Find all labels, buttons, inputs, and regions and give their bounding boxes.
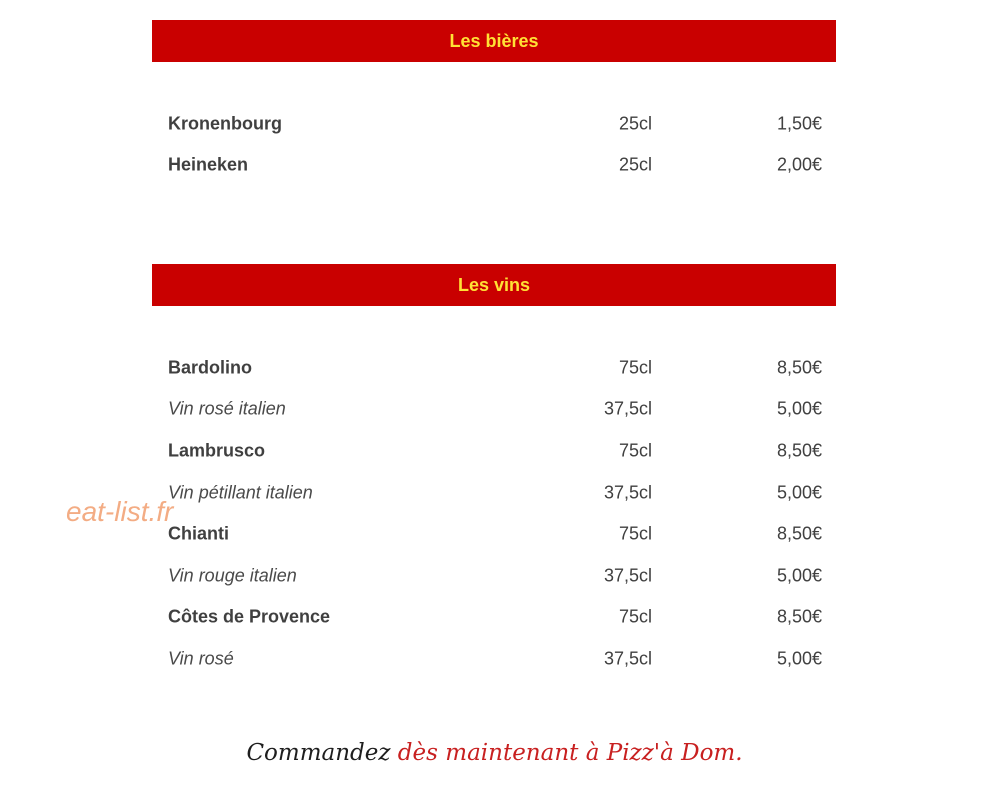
menu-list-wines (152, 347, 836, 680)
menu-item-vin-rose (152, 638, 836, 680)
item-price: 5,00€ (776, 565, 822, 586)
item-name: Vin rouge italien (168, 565, 297, 586)
item-price: 5,00€ (776, 482, 822, 503)
item-price: 2,00€ (776, 154, 822, 175)
item-price: 5,00€ (776, 398, 822, 419)
menu-item-bardolino (152, 347, 836, 389)
section-title-wines: Les vins (457, 274, 531, 295)
item-volume: 37,5cl (603, 482, 652, 503)
item-name: Chianti (168, 523, 229, 544)
item-name: Lambrusco (168, 440, 266, 461)
footer-text-rest: dès maintenant à Pizz'à Dom. (390, 740, 743, 766)
item-price: 5,00€ (776, 648, 822, 669)
watermark: eat-list.fr (66, 496, 174, 527)
item-price: 8,50€ (776, 440, 822, 461)
item-volume: 37,5cl (603, 648, 652, 669)
menu-item-vin-rouge-italien (152, 555, 836, 597)
menu-item-chianti (152, 513, 836, 555)
item-name: Vin rosé italien (168, 398, 286, 419)
footer-order-text (0, 740, 989, 766)
item-volume: 37,5cl (603, 398, 652, 419)
item-volume: 25cl (618, 113, 652, 134)
item-name: Heineken (168, 154, 249, 175)
item-volume: 75cl (618, 440, 652, 461)
item-volume: 75cl (618, 606, 652, 627)
menu-item-kronenbourg (152, 103, 836, 145)
item-name: Vin rosé (168, 648, 234, 669)
section-header-wines (152, 264, 836, 306)
menu-item-lambrusco (152, 430, 836, 472)
item-price: 8,50€ (776, 606, 822, 627)
item-price: 1,50€ (776, 113, 822, 134)
menu-item-vin-petillant-italien (152, 472, 836, 514)
item-name: Bardolino (168, 357, 252, 378)
menu-list-beers (152, 103, 836, 186)
menu-item-cotes-de-provence (152, 597, 836, 639)
menu-item-vin-rose-italien (152, 389, 836, 431)
item-name: Vin pétillant italien (168, 482, 313, 503)
item-name: Côtes de Provence (168, 606, 331, 627)
item-volume: 25cl (618, 154, 652, 175)
footer-text-commandez: Commandez (246, 740, 391, 766)
item-volume: 75cl (618, 357, 652, 378)
item-volume: 37,5cl (603, 565, 652, 586)
item-price: 8,50€ (776, 523, 822, 544)
item-price: 8,50€ (776, 357, 822, 378)
item-volume: 75cl (618, 523, 652, 544)
section-header-beers (152, 20, 836, 62)
section-title-beers: Les bières (449, 30, 539, 51)
item-name: Kronenbourg (168, 113, 282, 134)
menu-item-heineken (152, 145, 836, 187)
